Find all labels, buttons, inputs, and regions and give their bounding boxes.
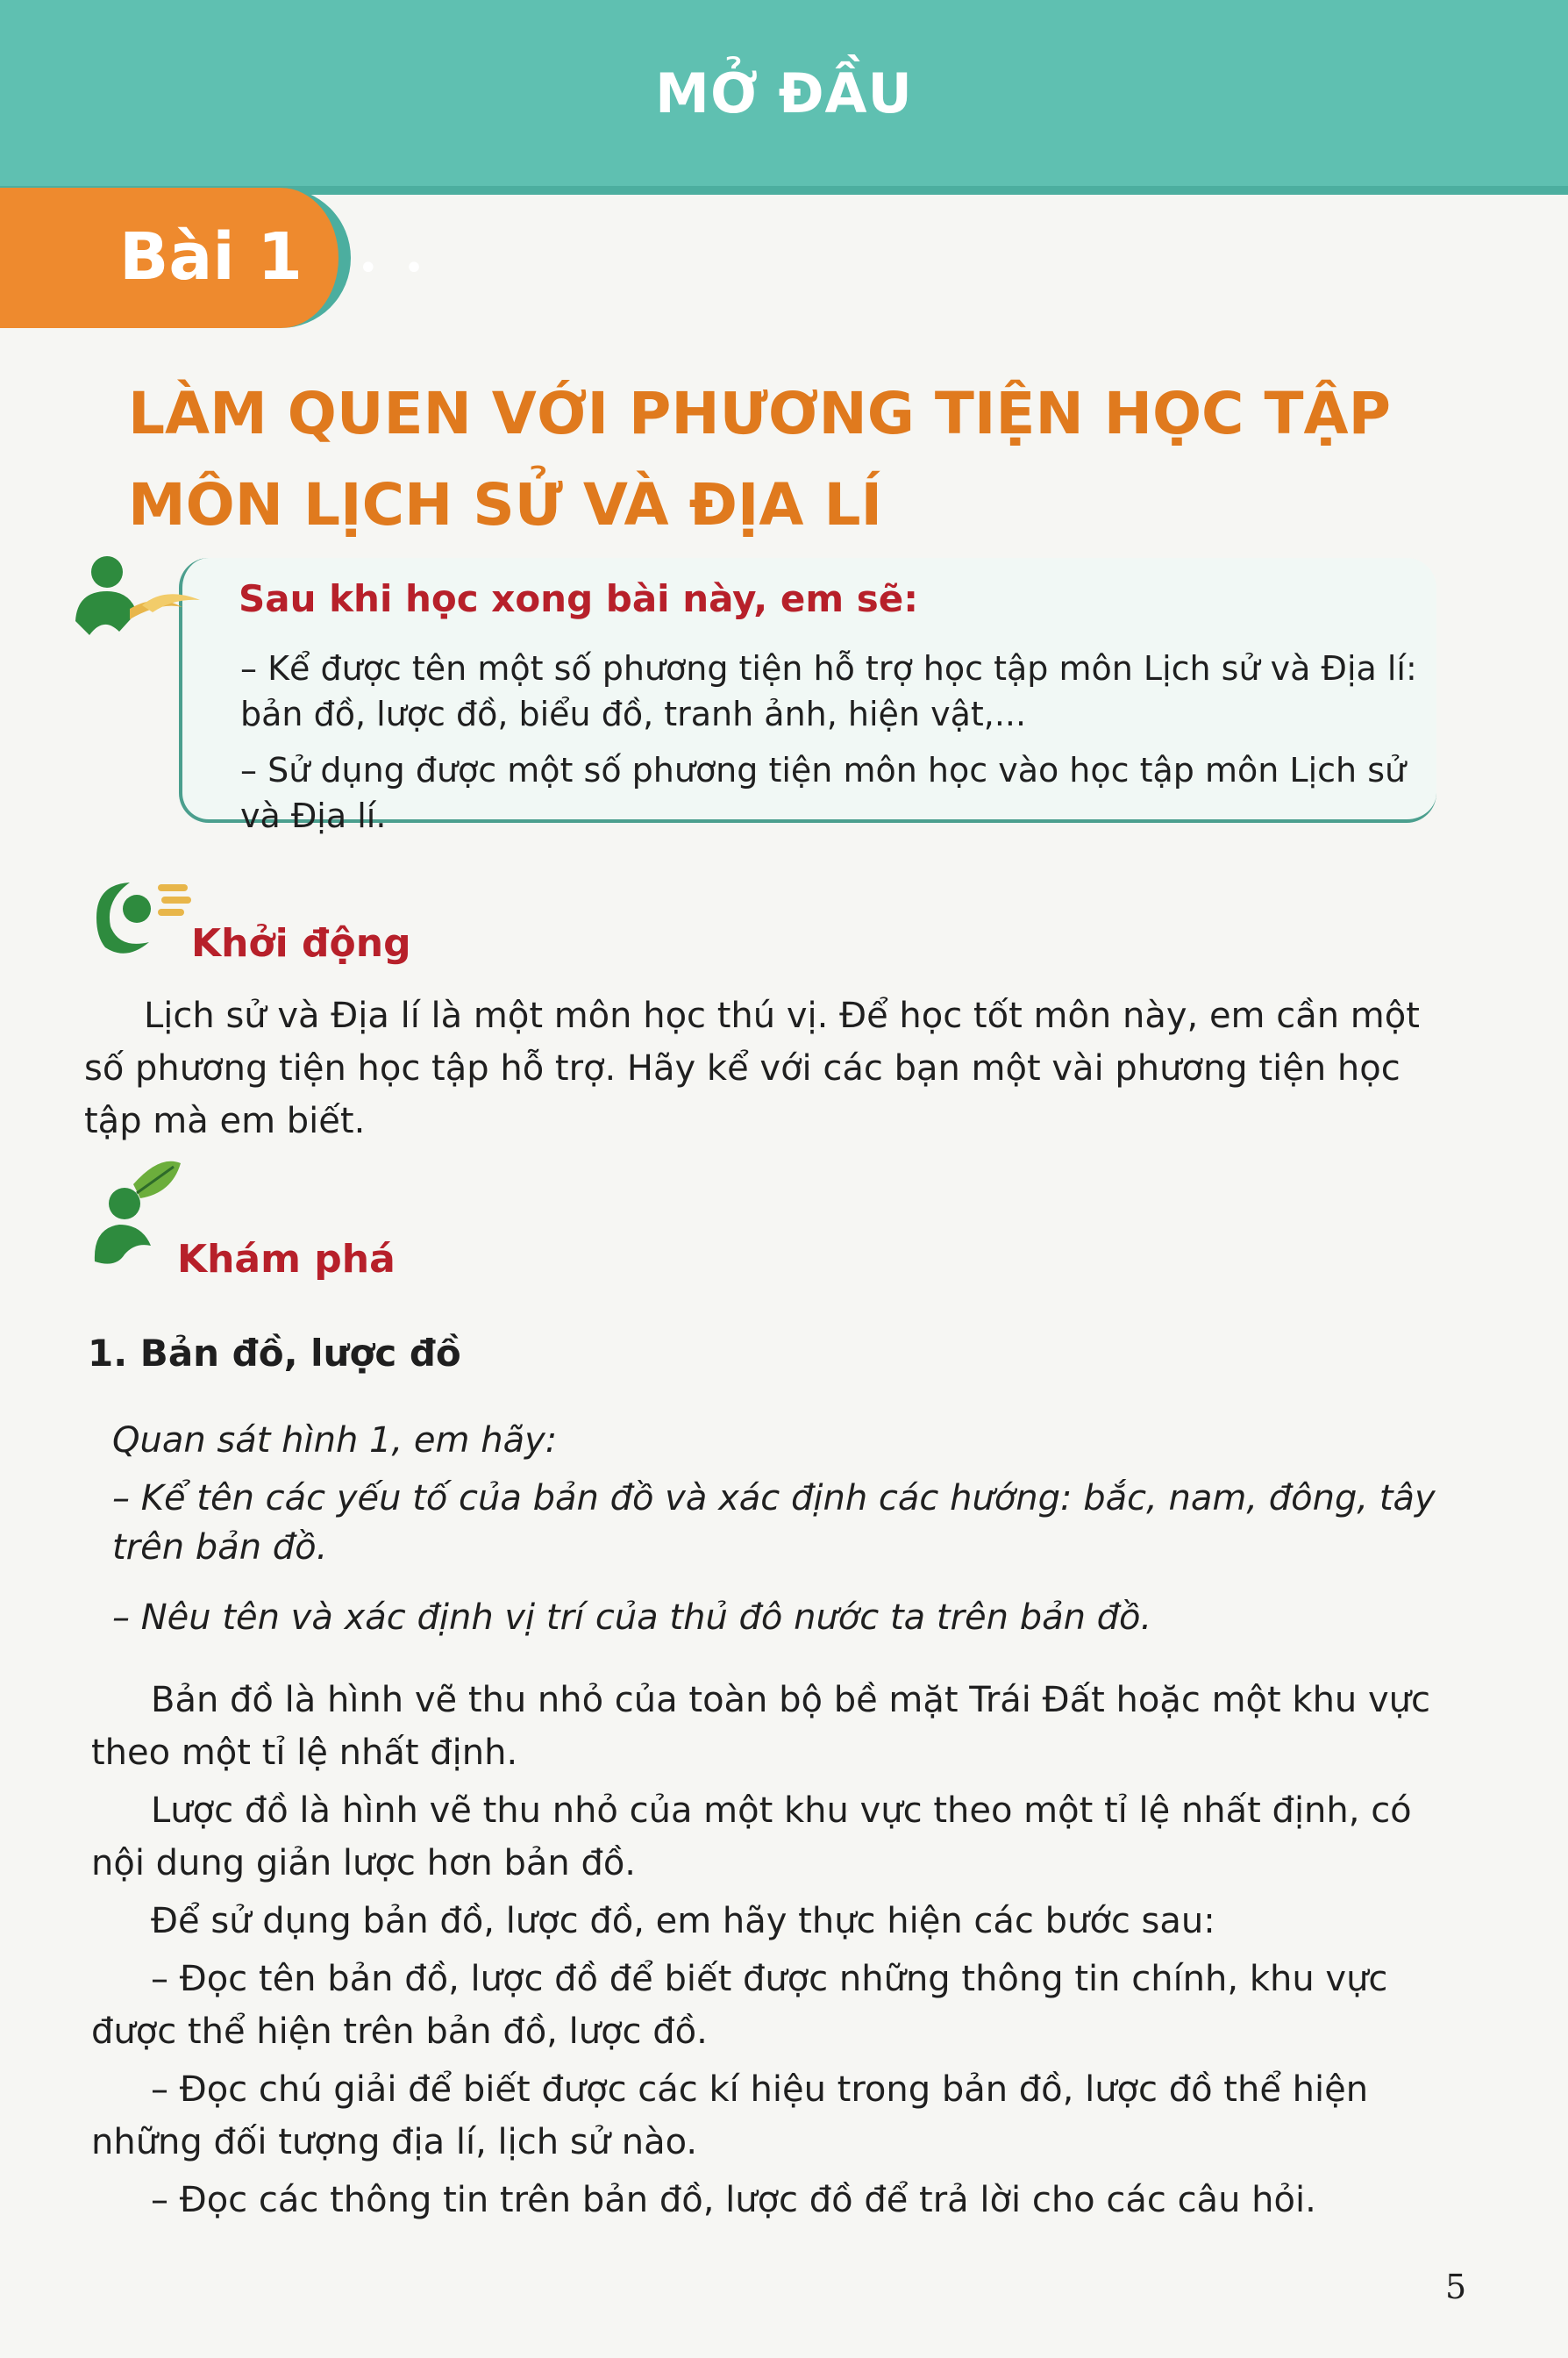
lesson-title-line-2: MÔN LỊCH SỬ VÀ ĐỊA LÍ <box>128 471 883 539</box>
badge-dots: • • <box>358 248 431 289</box>
page-number: 5 <box>1445 2268 1467 2306</box>
task-item: – Kể tên các yếu tố của bản đồ và xác định các hướng: bắc, nam, đông, tây trên bản đồ. <box>112 1478 1436 1568</box>
explore-heading: Khám phá <box>177 1237 396 1282</box>
student-reading-icon <box>68 551 209 647</box>
body-paragraph: Bản đồ là hình vẽ thu nhỏ của toàn bộ bề mặt Trái Đất hoặc một khu vực theo một tỉ lệ nhất định. <box>91 1680 1431 1773</box>
body-paragraph: Để sử dụng bản đồ, lược đồ, em hãy thực hiện các bước sau: <box>151 1901 1215 1941</box>
body-paragraph: – Đọc tên bản đồ, lược đồ để biết được những thông tin chính, khu vực được thể hiện trên bản đồ, lược đồ. <box>91 1959 1388 2052</box>
lesson-badge-label: Bài 1 <box>119 219 303 295</box>
body-paragraph: – Đọc các thông tin trên bản đồ, lược đồ để trả lời cho các câu hỏi. <box>151 2180 1316 2220</box>
task-intro: Quan sát hình 1, em hãy: <box>112 1420 558 1461</box>
body-paragraph: Lược đồ là hình vẽ thu nhỏ của một khu vực theo một tỉ lệ nhất định, có nội dung giản lược hơn bản đồ. <box>91 1790 1412 1883</box>
subsection-heading: 1. Bản đồ, lược đồ <box>88 1332 461 1375</box>
warmup-text: Lịch sử và Địa lí là một môn học thú vị. Để học tốt môn này, em cần một số phương tiện học tập hỗ trợ. Hãy kể với các bạn một vài phương tiện học tập mà em biết. <box>84 996 1420 1141</box>
objective-item: – Sử dụng được một số phương tiện môn học vào học tập môn Lịch sử và Địa lí. <box>240 751 1407 835</box>
lesson-title <box>128 368 1408 551</box>
explore-icon <box>89 1158 186 1281</box>
section-title: MỞ ĐẦU <box>655 61 913 125</box>
objective-item: – Kể được tên một số phương tiện hỗ trợ học tập môn Lịch sử và Địa lí: bản đồ, lược đồ, biểu đồ, tranh ảnh, hiện vật,... <box>240 649 1417 733</box>
body-paragraph: – Đọc chú giải để biết được các kí hiệu trong bản đồ, lược đồ thể hiện những đối tượng địa lí, lịch sử nào. <box>91 2069 1369 2162</box>
task-item: – Nêu tên và xác định vị trí của thủ đô nước ta trên bản đồ. <box>112 1597 1152 1638</box>
lesson-title-line-1: LÀM QUEN VỚI PHƯƠNG TIỆN HỌC TẬP <box>128 380 1391 447</box>
objectives-heading: Sau khi học xong bài này, em sẽ: <box>239 577 918 620</box>
warmup-heading: Khởi động <box>191 921 411 966</box>
warmup-icon <box>88 874 196 961</box>
